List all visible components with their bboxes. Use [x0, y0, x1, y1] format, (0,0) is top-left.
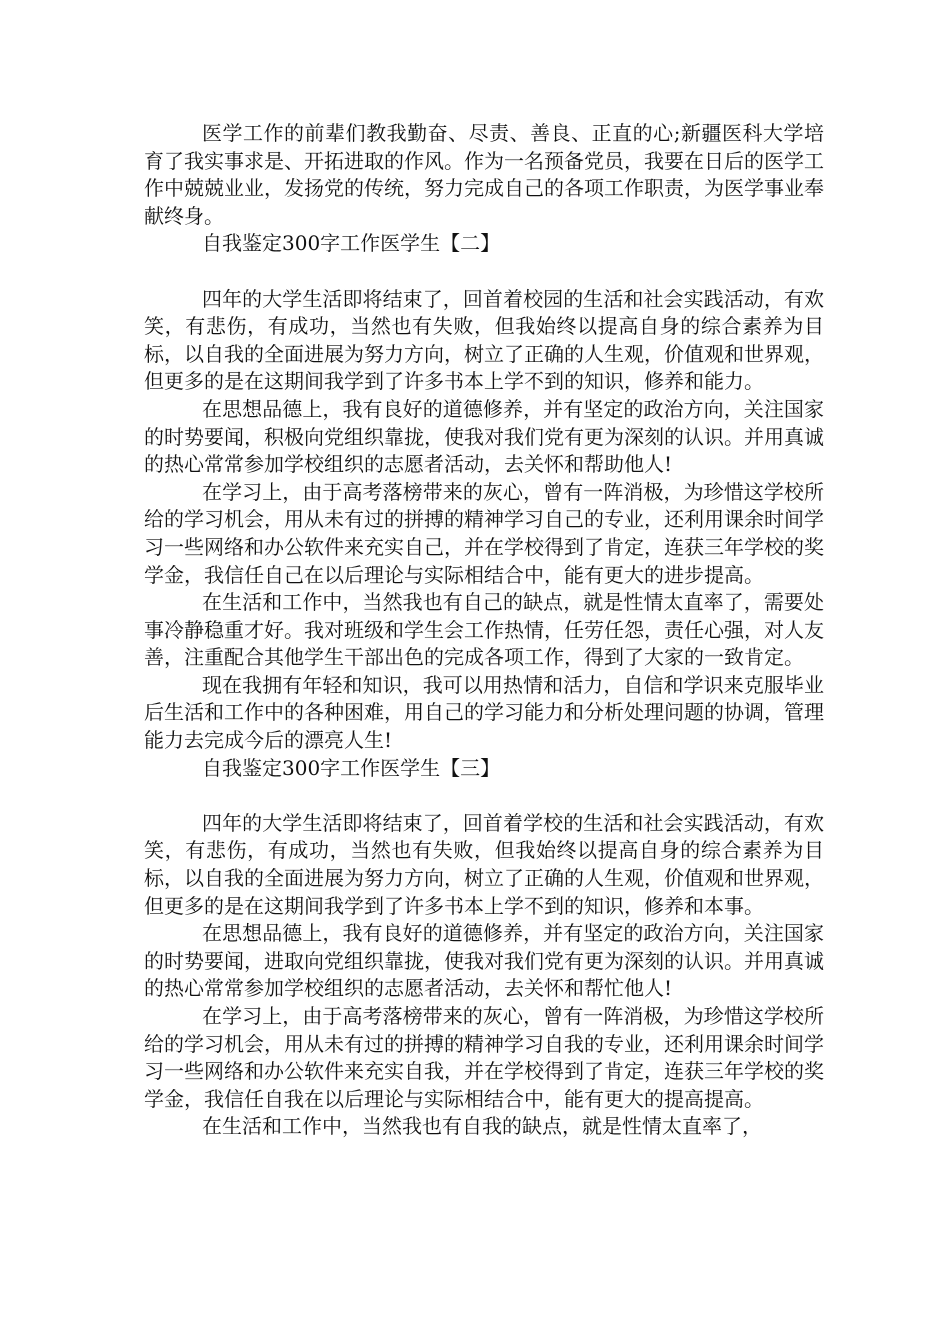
section-heading-3: 自我鉴定300字工作医学生【三】 [202, 755, 501, 780]
blank-line [144, 782, 824, 810]
paragraph-2-1: 四年的大学生活即将结束了，回首着校园的生活和社会实践活动，有欢笑，有悲伤，有成功，当然也有失败，但我始终以提高自身的综合素养为目标，以自我的全面进展为努力方向，树立了正确的人生观，价值观和世界观，但更多的是在这期间我学到了许多书本上学不到的知识，修养和能力。 [144, 286, 824, 394]
paragraph-1: 医学工作的前辈们教我勤奋、尽责、善良、正直的心;新疆医科大学培育了我实事求是、开拓进取的作风。作为一名预备党员，我要在日后的医学工作中兢兢业业，发扬党的传统，努力完成自己的各项工作职责，为医学事业奉献终身。 [144, 121, 824, 228]
paragraph-2-4: 在生活和工作中，当然我也有自己的缺点，就是性情太直率了，需要处事冷静稳重才好。我对班级和学生会工作热情，任劳任怨，责任心强，对人友善，注重配合其他学生干部出色的完成各项工作，得到了大家的一致肯定。 [144, 590, 824, 670]
paragraph-2-5: 现在我拥有年轻和知识，我可以用热情和活力，自信和学识来克服毕业后生活和工作中的各种困难，用自己的学习能力和分析处理问题的协调，管理能力去完成今后的漂亮人生! [144, 672, 824, 753]
paragraph-2-2: 在思想品德上，我有良好的道德修养，并有坚定的政治方向，关注国家的时势要闻，积极向党组织靠拢，使我对我们党有更为深刻的认识。并用真诚的热心常常参加学校组织的志愿者活动，去关怀和帮助他人! [144, 396, 824, 477]
paragraph-3-4: 在生活和工作中，当然我也有自我的缺点，就是性情太直率了， [202, 1114, 762, 1139]
paragraph-3-3: 在学习上，由于高考落榜带来的灰心，曾有一阵消极，为珍惜这学校所给的学习机会，用从未有过的拼搏的精神学习自我的专业，还利用课余时间学习一些网络和办公软件来充实自我，并在学校得到了肯定，连获三年学校的奖学金，我信任自我在以后理论与实际相结合中，能有更大的提高提高。 [144, 1004, 824, 1111]
document-page [144, 120, 824, 1141]
blank-line [144, 258, 824, 286]
paragraph-3-1: 四年的大学生活即将结束了，回首着学校的生活和社会实践活动，有欢笑，有悲伤，有成功，当然也有失败，但我始终以提高自身的综合素养为目标，以自我的全面进展为努力方向，树立了正确的人生观，价值观和世界观，但更多的是在这期间我学到了许多书本上学不到的知识，修养和本事。 [144, 810, 824, 918]
paragraph-3-2: 在思想品德上，我有良好的道德修养，并有坚定的政治方向，关注国家的时势要闻，进取向党组织靠拢，使我对我们党有更为深刻的认识。并用真诚的热心常常参加学校组织的志愿者活动，去关怀和帮忙他人! [144, 921, 824, 1001]
section-heading-2: 自我鉴定300字工作医学生【二】 [202, 231, 501, 256]
paragraph-2-3: 在学习上，由于高考落榜带来的灰心，曾有一阵消极，为珍惜这学校所给的学习机会，用从未有过的拼搏的精神学习自己的专业，还利用课余时间学习一些网络和办公软件来充实自己，并在学校得到了肯定，连获三年学校的奖学金，我信任自己在以后理论与实际相结合中，能有更大的进步提高。 [144, 479, 824, 587]
